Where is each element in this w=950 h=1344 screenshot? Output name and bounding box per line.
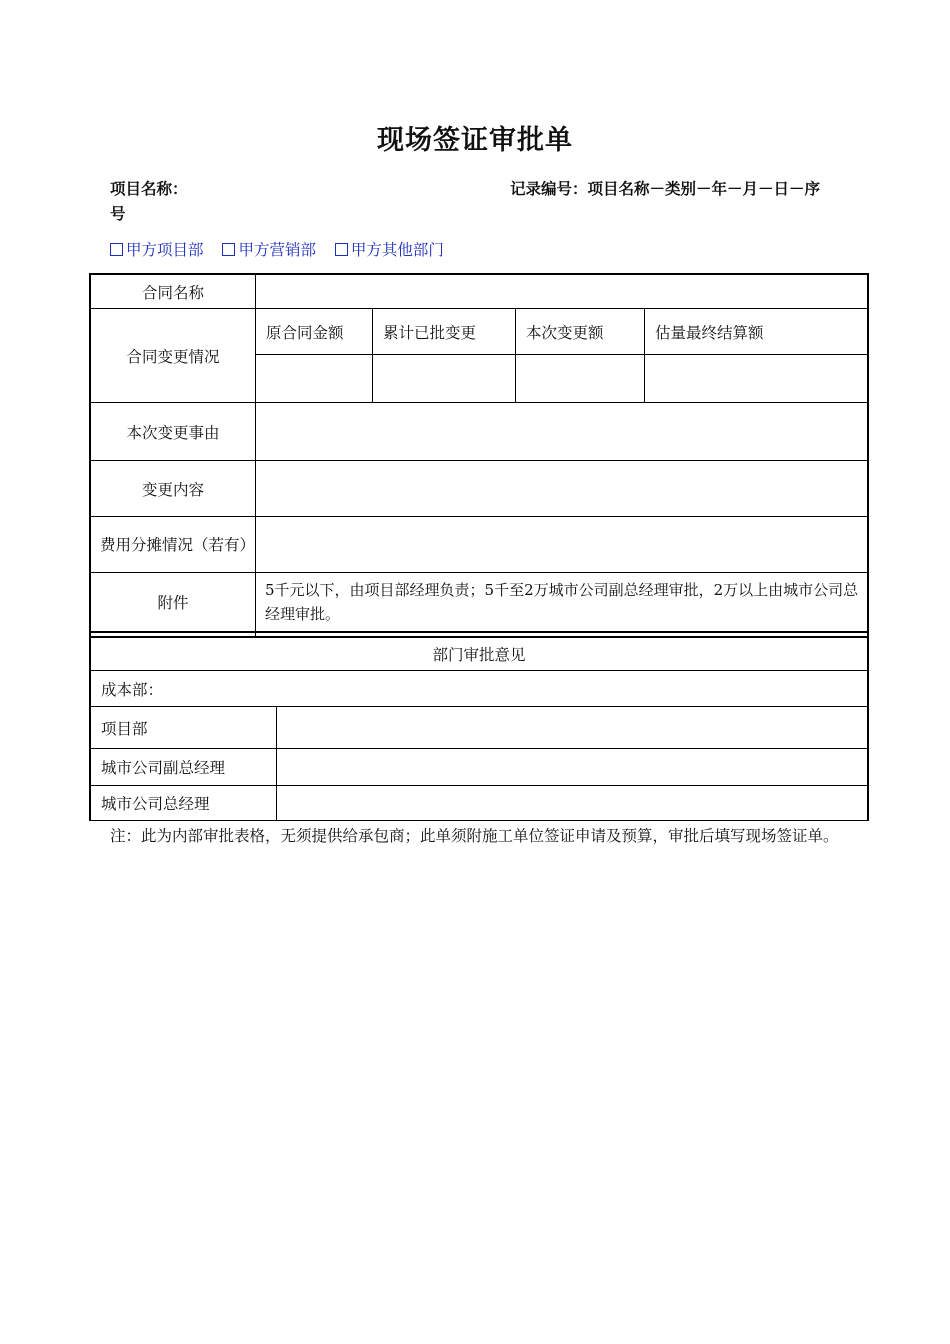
table-border [89,631,869,633]
footnote: 注：此为内部审批表格，无须提供给承包商；此单须附施工单位签证申请及预算，审批后填写现场签证单。 [110,827,839,845]
original-amount-header: 原合同金额 [266,323,344,342]
contract-name-label: 合同名称 [141,283,204,302]
gm-field[interactable] [277,786,867,820]
department-checkboxes [110,238,458,260]
contract-change-label: 合同变更情况 [126,347,220,366]
change-content-field[interactable] [256,461,867,516]
checkbox-icon[interactable] [335,243,348,256]
approval-section-title: 部门审批意见 [432,646,526,664]
change-reason-label: 本次变更事由 [126,423,220,442]
checkbox-icon[interactable] [110,243,123,256]
page-title: 现场签证审批单 [377,125,573,156]
contract-name-field[interactable] [256,275,867,308]
dept-option-other[interactable]: 甲方其他部门 [335,241,444,259]
original-amount-field[interactable] [256,355,372,402]
project-name-label: 项目名称： [110,180,188,198]
cost-share-label: 费用分摊情况（若有） [100,535,256,554]
vice-gm-field[interactable] [277,749,867,785]
project-dept-label: 项目部 [101,719,148,738]
estimated-final-field[interactable] [645,355,867,402]
gm-label: 城市公司总经理 [101,795,210,813]
cost-dept-label: 成本部： [101,680,164,699]
dept-option-marketing[interactable]: 甲方营销部 [222,241,316,259]
cost-share-field[interactable] [256,517,867,572]
current-change-field[interactable] [516,355,644,402]
approved-changes-field[interactable] [373,355,515,402]
attachment-label: 附件 [157,594,189,612]
record-number-label-wrap: 号 [110,205,126,223]
record-number-label: 记录编号：项目名称－类别－年－月－日－序 [510,180,821,198]
estimated-final-header: 估量最终结算额 [655,323,764,342]
table-border [867,273,869,821]
approved-changes-header: 累计已批变更 [383,323,477,342]
table-border [89,820,869,821]
change-content-label: 变更内容 [141,480,204,499]
checkbox-icon[interactable] [222,243,235,256]
project-dept-field[interactable] [277,707,867,748]
vice-gm-label: 城市公司副总经理 [101,759,226,777]
dept-option-project[interactable]: 甲方项目部 [110,241,204,259]
change-reason-field[interactable] [256,403,867,460]
attachment-text: 5千元以下，由项目部经理负责；5千至2万城市公司副总经理审批，2万以上由城市公司总经理审批。 [265,581,859,623]
current-change-header: 本次变更额 [526,323,604,342]
